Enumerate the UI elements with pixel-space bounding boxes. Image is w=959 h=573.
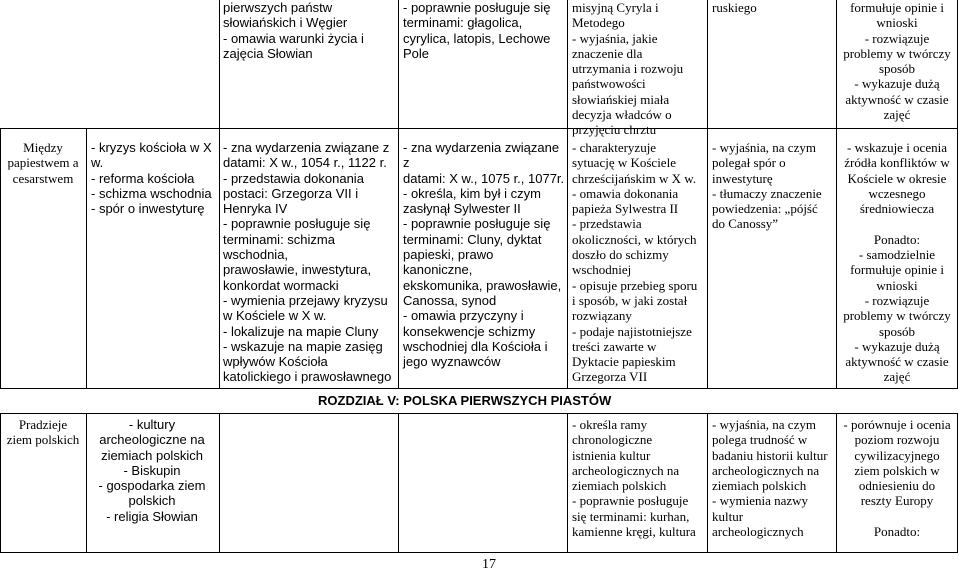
row-conflict-col5: - charakteryzuje sytuację w Kościele chrześcijańskim w X w. - omawia dokonania papieża Sylwestra II - przedstawia okoliczności, w których doszło do schizmy wschodniej - opisuje przebieg sporu i sposób, w jaki został rozwiązany - podaje najistotniejsze treści zawarte w Dyktacie papieskim Grzegorza VII bbox=[572, 140, 698, 385]
row-conflict-col3: - zna wydarzenia związane z datami: X w., 1054 r., 1122 r. - przedstawia dokonania postaci: Grzegorza VII i Henryka IV - poprawnie posługuje się terminami: schizma wschodnia, prawosławie, inwestytura, konkordat wormacki - wymienia przejawy kryzysu w Kościele w X w. - lokalizuje na mapie Cluny - wskazuje na mapie zasięg wpływów Kościoła katolickiego i prawosławnego bbox=[223, 140, 392, 385]
grid-line-h-row1b bbox=[0, 128, 220, 129]
grid-line-v3 bbox=[398, 0, 399, 388]
grid-line-h-heading bbox=[0, 413, 958, 414]
grid-line-v5 bbox=[707, 0, 708, 388]
row-prehistory-col7: - porównuje i ocenia poziom rozwoju cywilizacyjnego ziem polskich w odniesieniu do reszty Europy Ponadto: bbox=[843, 417, 951, 540]
grid-line-v4b bbox=[567, 413, 568, 552]
grid-line-v2b bbox=[219, 413, 220, 552]
grid-line-v2 bbox=[219, 0, 220, 388]
grid-line-h-bottom bbox=[0, 552, 958, 553]
chapter-heading: ROZDZIAŁ V: POLSKA PIERWSZYCH PIASTÓW bbox=[318, 393, 612, 408]
row-prehistory-topic: Pradzieje ziem polskich bbox=[6, 417, 80, 448]
grid-line-v6 bbox=[836, 0, 837, 388]
top-col7-text: formułuje opinie i wnioski - rozwiązuje problemy w twórczy sposób - wykazuje dużą aktywność w czasie zajęć bbox=[843, 0, 951, 123]
grid-line-h-row2 bbox=[0, 388, 958, 389]
row-conflict-col7: - wskazuje i ocenia źródła konfliktów w Kościele w okresie wczesnego średniowiecza Ponadto: - samodzielnie formułuje opinie i wnioski - rozwiązuje problemy w twórczy sposób - wykazuje dużą aktywność w czasie zajęć bbox=[843, 140, 951, 385]
grid-line-v7b bbox=[957, 413, 958, 552]
grid-line-v5b bbox=[707, 413, 708, 552]
top-col6-text: ruskiego bbox=[712, 0, 757, 15]
grid-line-v7 bbox=[957, 0, 958, 388]
row-conflict-topic: Między papiestwem a cesarstwem bbox=[7, 140, 79, 186]
top-col3-text: pierwszych państw słowiańskich i Węgier - omawia warunki życia i zajęcia Słowian bbox=[223, 0, 364, 61]
row-prehistory-col6: - wyjaśnia, na czym polega trudność w badaniu historii kultur archeologicznych na ziemiach polskich - wymienia nazwy kultur archeologicznych bbox=[712, 417, 828, 540]
top-col5-text: misyjną Cyryla i Metodego - wyjaśnia, jakie znaczenie dla utrzymania i rozwoju państwowości słowiańskiej miała decyzja władców o przyjęciu chrztu bbox=[572, 0, 684, 138]
row-conflict-col4: - zna wydarzenia związane z datami: X w., 1075 r., 1077r. - określa, kim był i czym zasłynął Sylwester II - poprawnie posługuje się terminami: Cluny, dyktat papieski, prawo kanoniczne, ekskomunika, prawosławie, Canossa, synod - omawia przyczyny i konsekwencje schizmy wschodniej dla Kościoła i jego wyznawców bbox=[403, 140, 565, 370]
row-prehistory-content: - kultury archeologiczne na ziemiach polskich - Biskupin - gospodarka ziem polskich - religia Słowian bbox=[98, 417, 206, 524]
row-conflict-col6: - wyjaśnia, na czym polegał spór o inwestyturę - tłumaczy znaczenie powiedzenia: „pójść do Canossy” bbox=[712, 140, 822, 232]
page-number: 17 bbox=[482, 557, 496, 572]
top-col4-text: - poprawnie posługuje się terminami: głagolica, cyrylica, latopis, Lechowe Pole bbox=[403, 0, 551, 61]
row-prehistory-col5: - określa ramy chronologiczne istnienia kultur archeologicznych na ziemiach polskich - poprawnie posługuje się terminami: kurhan, kamienne kręgi, kultura bbox=[572, 417, 696, 540]
row-conflict-content: - kryzys kościoła w X w. - reforma kościoła - schizma wschodnia - spór o inwestyturę bbox=[91, 140, 212, 217]
grid-line-v1 bbox=[86, 128, 87, 388]
grid-line-v4 bbox=[567, 0, 568, 388]
grid-line-v6b bbox=[836, 413, 837, 552]
grid-line-v3b bbox=[398, 413, 399, 552]
